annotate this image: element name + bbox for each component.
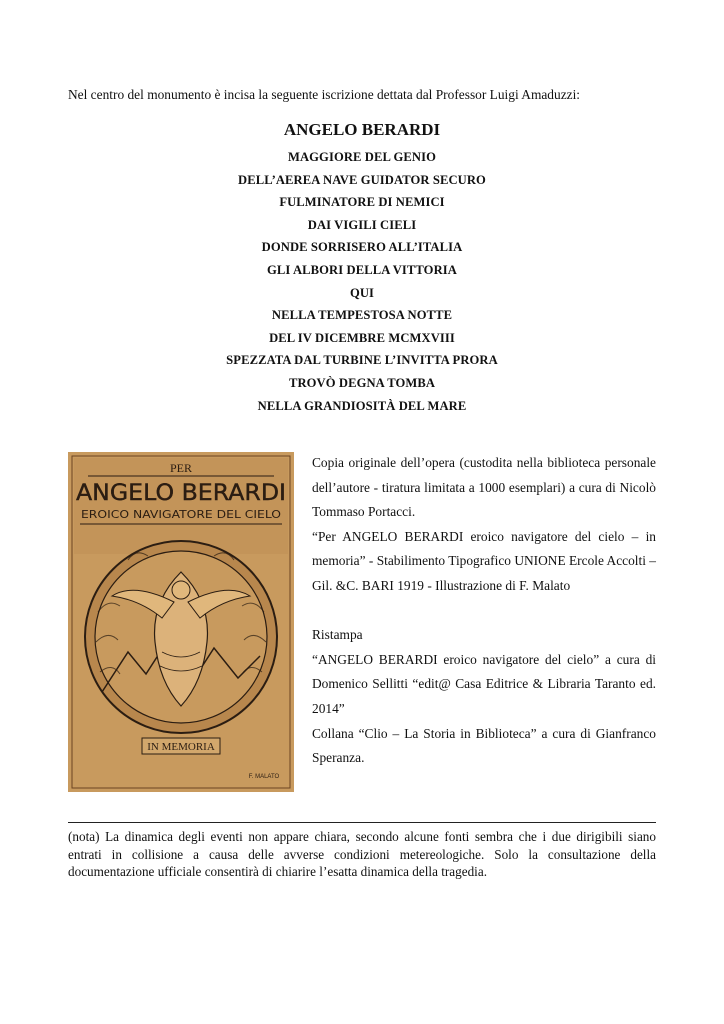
inscription-line: FULMINATORE DI NEMICI xyxy=(279,195,445,210)
intro-paragraph: Nel centro del monumento è incisa la seguente iscrizione dettata dal Professor Luigi Amaduzzi: xyxy=(68,87,581,102)
inscription-line: DEL IV DICEMBRE MCMXVIII xyxy=(269,330,455,345)
inscription-line: NELLA TEMPESTOSA NOTTE xyxy=(271,308,453,323)
description-reprint-label: Ristampa xyxy=(312,627,363,643)
book-cover-image xyxy=(68,452,294,792)
inscription-line: NELLA GRANDIOSITÀ DEL MARE xyxy=(257,398,467,413)
inscription-line: GLI ALBORI DELLA VITTORIA xyxy=(267,262,457,277)
description-series: Collana “Clio – La Storia in Biblioteca” a cura di Gianfranco Speranza. xyxy=(312,725,656,766)
inscription-block xyxy=(68,118,656,417)
description-reprint-details: “ANGELO BERARDI eroico navigatore del cielo” a cura di Domenico Sellitti “edit@ Casa Editrice & Libraria Taranto ed. 2014” xyxy=(312,651,656,716)
inscription-line: QUI xyxy=(349,285,375,300)
inscription-line: DONDE SORRISERO ALL’ITALIA xyxy=(261,240,463,255)
cover-per: PER xyxy=(169,461,193,475)
inscription-line: DAI VIGILI CIELI xyxy=(307,217,417,232)
cover-title: ANGELO BERARDI xyxy=(76,481,286,506)
footnote-divider xyxy=(68,822,656,823)
inscription-title: ANGELO BERARDI xyxy=(283,120,441,139)
inscription-line: DELL’AEREA NAVE GUIDATOR SECURO xyxy=(238,172,486,187)
inscription-line: MAGGIORE DEL GENIO xyxy=(287,150,437,164)
book-description xyxy=(312,451,656,771)
inscription-line: SPEZZATA DAL TURBINE L’INVITTA PRORA xyxy=(226,353,498,368)
cover-signature: F. MALATO xyxy=(248,774,280,780)
description-original-title: “Per ANGELO BERARDI eroico navigatore del cielo – in memoria” - Stabilimento Tipografico UNIONE Ercole Accolti – Gil. &C. BARI 1919 - Illustrazione di F. Malato xyxy=(312,528,656,593)
footnote: (nota) La dinamica degli eventi non appare chiara, secondo alcune fonti sembra che i due dirigibili siano entrati in collisione a causa delle avverse condizioni metereologiche. Solo la consultazione della documentazione ufficiale consentirà di chiarire l’esatta dinamica della tragedia. xyxy=(68,829,656,880)
cover-subtitle: EROICO NAVIGATORE DEL CIELO xyxy=(81,508,282,521)
inscription-line: TROVÒ DEGNA TOMBA xyxy=(288,375,436,390)
cover-banner: IN MEMORIA xyxy=(147,741,215,753)
description-original-copy: Copia originale dell’opera (custodita nella biblioteca personale dell’autore - tiratura limitata a 1000 esemplari) a cura di Nicolò Tommaso Portacci. xyxy=(312,455,656,520)
